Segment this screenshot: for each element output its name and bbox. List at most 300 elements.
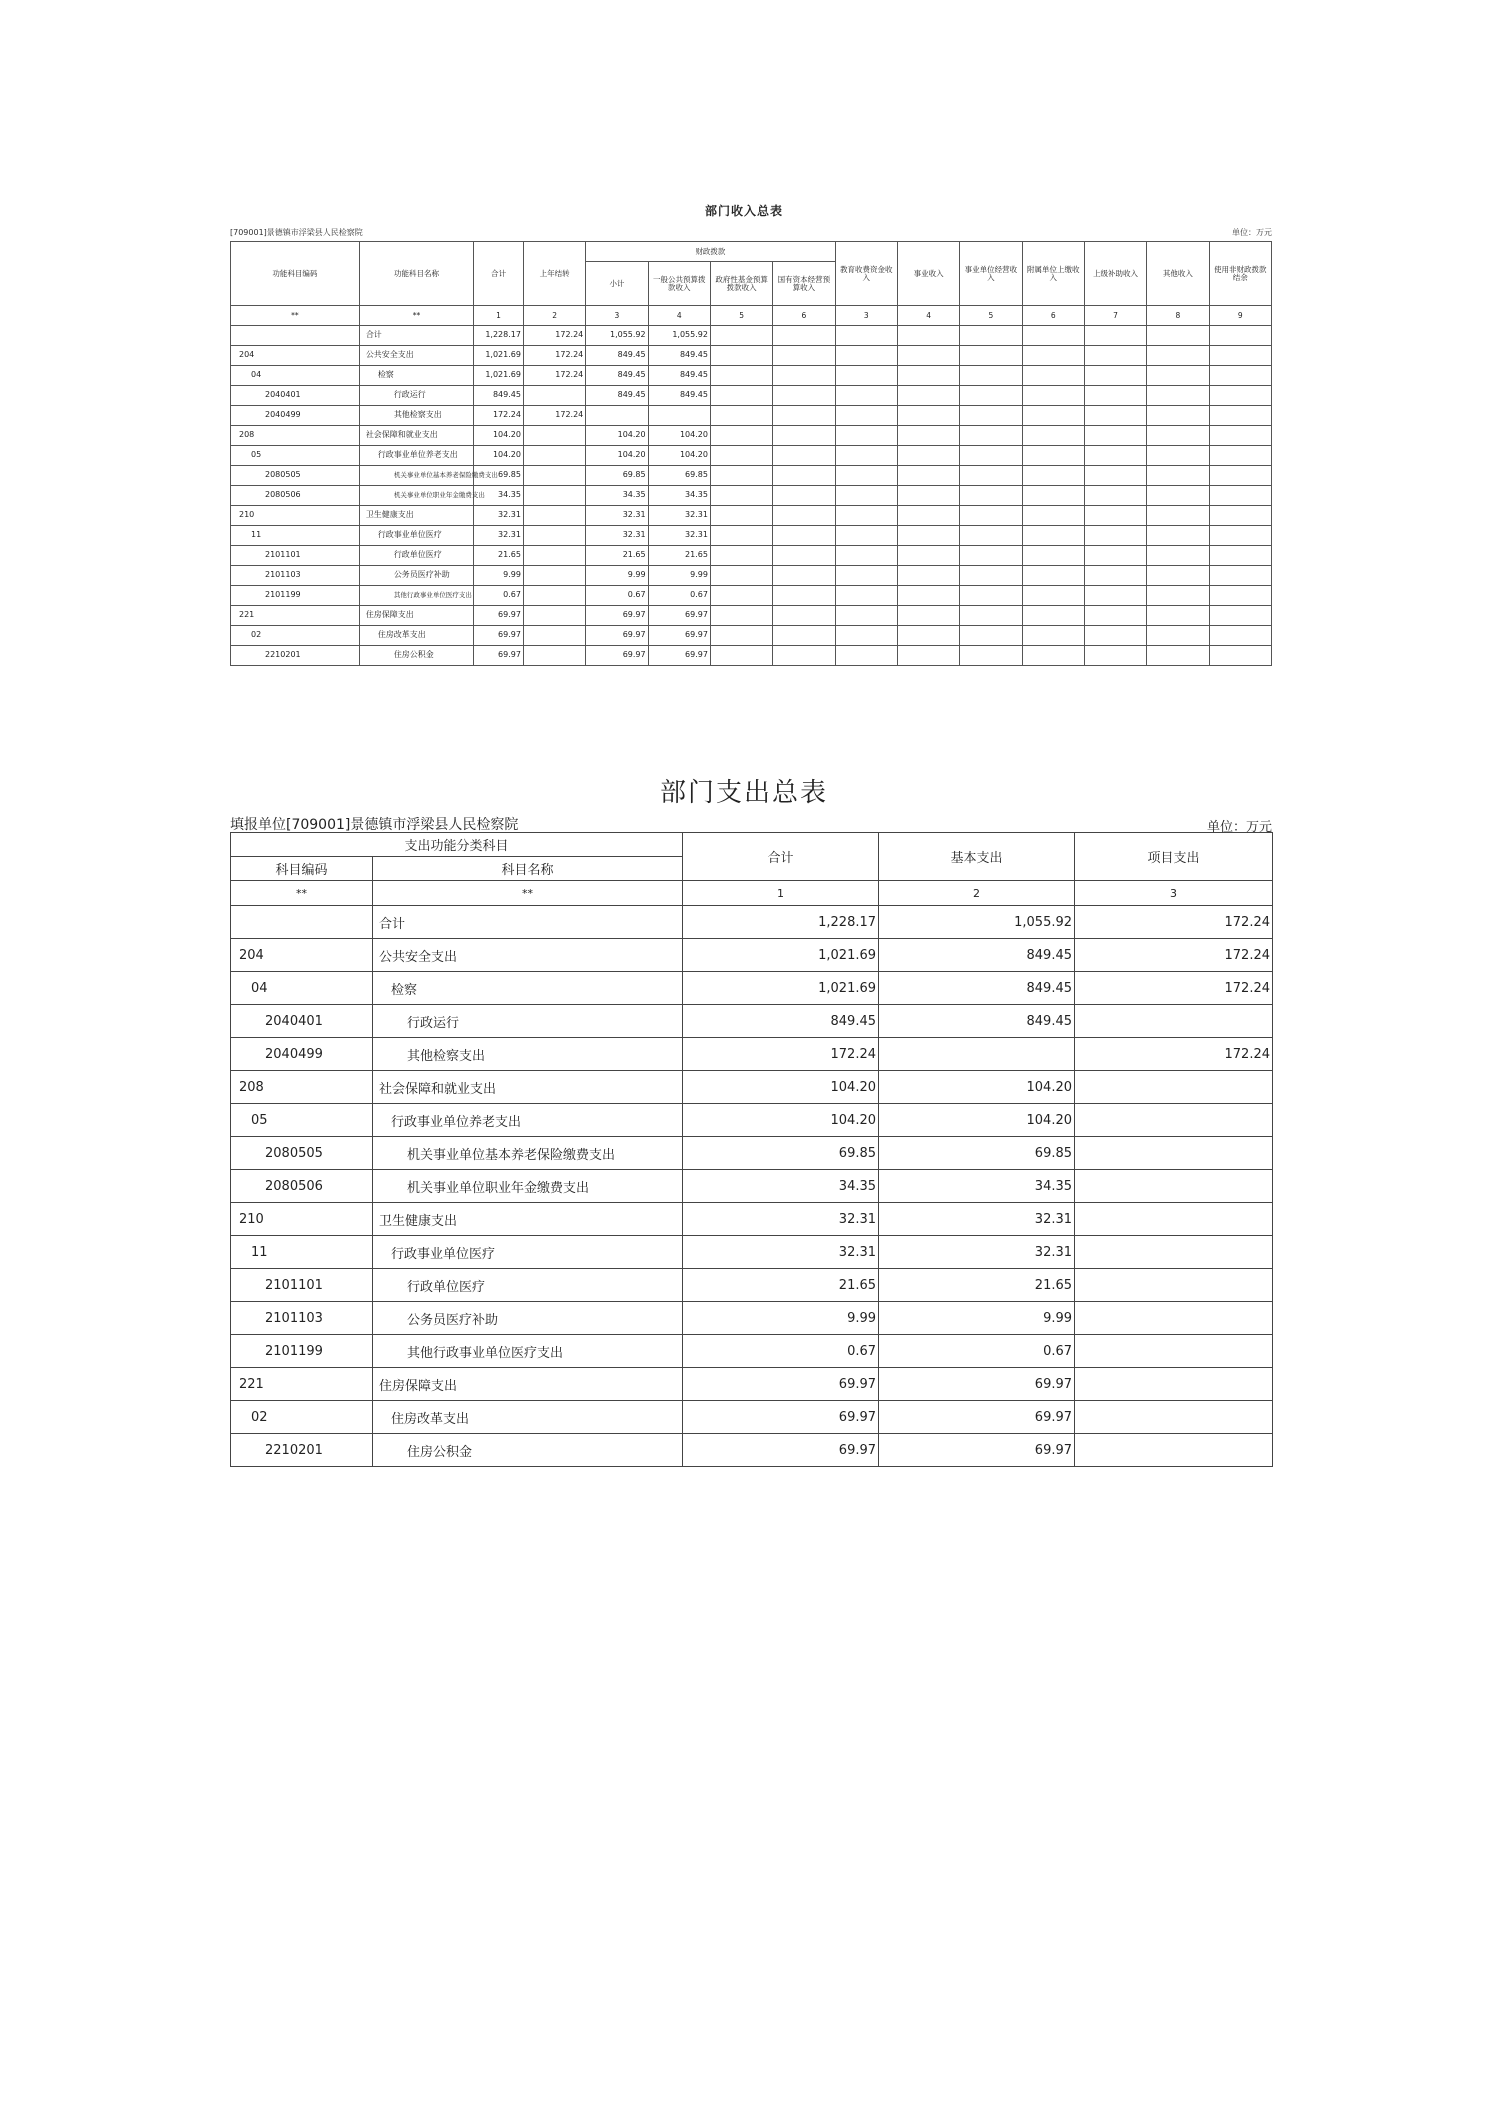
table-row [231, 526, 1272, 546]
table-row [231, 1302, 1273, 1335]
cell-code: 2080505 [231, 1137, 373, 1170]
table-row [231, 1368, 1273, 1401]
cell-empty [710, 626, 772, 646]
cell-general: 0.67 [648, 586, 710, 606]
cell-empty [710, 646, 772, 666]
cell-empty [960, 606, 1022, 626]
cell-carryover [523, 546, 585, 566]
cell-empty [1022, 546, 1084, 566]
cell-subtotal: 69.97 [586, 626, 648, 646]
cell-empty [1022, 566, 1084, 586]
table-row [231, 386, 1272, 406]
cell-basic: 21.65 [879, 1269, 1075, 1302]
cell-name: 公务员医疗补助 [359, 566, 473, 586]
cell-total: 69.85 [683, 1137, 879, 1170]
cell-empty [710, 406, 772, 426]
income-header-general: 一般公共预算拨款收入 [648, 262, 710, 306]
cell-general: 104.20 [648, 426, 710, 446]
cell-general: 21.65 [648, 546, 710, 566]
cell-carryover [523, 426, 585, 446]
cell-empty [1147, 566, 1209, 586]
cell-empty [1147, 346, 1209, 366]
cell-empty [897, 626, 959, 646]
cell-project [1075, 1368, 1273, 1401]
cell-empty [1147, 586, 1209, 606]
cell-empty [710, 526, 772, 546]
cell-empty [1084, 446, 1146, 466]
cell-code: 02 [231, 626, 360, 646]
cell-empty [773, 406, 835, 426]
cell-subtotal: 0.67 [586, 586, 648, 606]
cell-empty [1084, 606, 1146, 626]
expense-index-row [231, 881, 1273, 906]
table-row [231, 1335, 1273, 1368]
cell-empty [1147, 626, 1209, 646]
cell-name: 合计 [373, 906, 683, 939]
cell-empty [1022, 446, 1084, 466]
cell-name: 检察 [359, 366, 473, 386]
index-cell: 1 [683, 881, 879, 906]
cell-project: 172.24 [1075, 1038, 1273, 1071]
cell-code: 2040401 [231, 1005, 373, 1038]
cell-general: 1,055.92 [648, 326, 710, 346]
cell-total: 104.20 [474, 446, 524, 466]
cell-empty [1022, 346, 1084, 366]
cell-name: 行政事业单位医疗 [359, 526, 473, 546]
cell-total: 1,021.69 [683, 939, 879, 972]
cell-name: 其他行政事业单位医疗支出 [373, 1335, 683, 1368]
cell-code: 208 [231, 426, 360, 446]
cell-general: 69.85 [648, 466, 710, 486]
cell-carryover: 172.24 [523, 346, 585, 366]
cell-empty [1209, 606, 1271, 626]
cell-empty [773, 466, 835, 486]
table-row [231, 1005, 1273, 1038]
cell-general [648, 406, 710, 426]
index-cell: ** [373, 881, 683, 906]
cell-code: 210 [231, 1203, 373, 1236]
cell-project [1075, 1401, 1273, 1434]
cell-empty [1209, 626, 1271, 646]
cell-empty [1022, 646, 1084, 666]
cell-empty [960, 426, 1022, 446]
cell-empty [835, 366, 897, 386]
income-header-fiscal-group: 财政拨款 [586, 242, 835, 262]
cell-name: 其他行政事业单位医疗支出 [359, 586, 473, 606]
cell-empty [897, 526, 959, 546]
cell-empty [960, 546, 1022, 566]
cell-subtotal: 21.65 [586, 546, 648, 566]
cell-empty [1209, 366, 1271, 386]
cell-code: 2101199 [231, 586, 360, 606]
cell-code [231, 326, 360, 346]
cell-empty [960, 586, 1022, 606]
cell-empty [835, 586, 897, 606]
cell-empty [773, 546, 835, 566]
cell-subtotal: 69.85 [586, 466, 648, 486]
table-row [231, 566, 1272, 586]
cell-code: 05 [231, 1104, 373, 1137]
cell-empty [710, 466, 772, 486]
table-row [231, 1236, 1273, 1269]
cell-empty [773, 346, 835, 366]
table-row [231, 1269, 1273, 1302]
cell-empty [835, 506, 897, 526]
table-row [231, 906, 1273, 939]
cell-empty [897, 606, 959, 626]
cell-carryover [523, 386, 585, 406]
index-cell: 2 [879, 881, 1075, 906]
income-header-gov-fund: 政府性基金预算拨款收入 [710, 262, 772, 306]
cell-empty [1022, 626, 1084, 646]
expense-header-code: 科目编码 [231, 857, 373, 881]
cell-code: 2080506 [231, 1170, 373, 1203]
cell-empty [897, 486, 959, 506]
cell-general: 32.31 [648, 526, 710, 546]
cell-empty [710, 366, 772, 386]
index-cell: 6 [773, 306, 835, 326]
table-row [231, 546, 1272, 566]
cell-total: 1,021.69 [474, 346, 524, 366]
table-row [231, 1137, 1273, 1170]
cell-code: 05 [231, 446, 360, 466]
cell-empty [1209, 486, 1271, 506]
cell-empty [835, 646, 897, 666]
cell-name: 行政事业单位医疗 [373, 1236, 683, 1269]
index-cell: ** [231, 306, 360, 326]
cell-code: 210 [231, 506, 360, 526]
cell-basic: 32.31 [879, 1203, 1075, 1236]
cell-general: 104.20 [648, 446, 710, 466]
income-table-body [231, 326, 1272, 666]
cell-empty [1209, 426, 1271, 446]
cell-empty [710, 326, 772, 346]
cell-empty [773, 526, 835, 546]
cell-empty [1147, 366, 1209, 386]
cell-empty [773, 626, 835, 646]
cell-basic: 69.97 [879, 1434, 1075, 1467]
cell-basic: 1,055.92 [879, 906, 1075, 939]
cell-total: 0.67 [474, 586, 524, 606]
cell-empty [835, 526, 897, 546]
cell-empty [1147, 326, 1209, 346]
cell-code: 2040401 [231, 386, 360, 406]
cell-empty [1147, 406, 1209, 426]
cell-empty [960, 646, 1022, 666]
expense-header-basic: 基本支出 [879, 833, 1075, 881]
cell-project [1075, 1434, 1273, 1467]
cell-basic [879, 1038, 1075, 1071]
cell-code: 204 [231, 939, 373, 972]
cell-basic: 69.97 [879, 1401, 1075, 1434]
cell-code: 2040499 [231, 1038, 373, 1071]
cell-empty [835, 626, 897, 646]
cell-name: 卫生健康支出 [373, 1203, 683, 1236]
cell-empty [1022, 506, 1084, 526]
cell-empty [710, 606, 772, 626]
cell-empty [1084, 506, 1146, 526]
cell-project [1075, 1137, 1273, 1170]
cell-code: 2101101 [231, 1269, 373, 1302]
cell-subtotal: 849.45 [586, 386, 648, 406]
cell-total: 69.85 [474, 466, 524, 486]
cell-empty [897, 366, 959, 386]
cell-carryover: 172.24 [523, 406, 585, 426]
cell-empty [835, 566, 897, 586]
expense-header-group: 支出功能分类科目 [231, 833, 683, 857]
cell-project [1075, 1071, 1273, 1104]
cell-name: 机关事业单位职业年金缴费支出 [373, 1170, 683, 1203]
cell-empty [897, 646, 959, 666]
cell-carryover: 172.24 [523, 366, 585, 386]
cell-basic: 34.35 [879, 1170, 1075, 1203]
cell-empty [897, 406, 959, 426]
cell-name: 住房改革支出 [359, 626, 473, 646]
income-summary-table [230, 241, 1272, 666]
cell-empty [960, 406, 1022, 426]
cell-empty [1084, 326, 1146, 346]
cell-subtotal: 69.97 [586, 606, 648, 626]
income-header-other: 其他收入 [1147, 242, 1209, 306]
cell-name: 公务员医疗补助 [373, 1302, 683, 1335]
cell-code: 2210201 [231, 1434, 373, 1467]
cell-code: 221 [231, 606, 360, 626]
cell-empty [773, 446, 835, 466]
cell-total: 21.65 [683, 1269, 879, 1302]
cell-total: 69.97 [683, 1368, 879, 1401]
cell-total: 172.24 [683, 1038, 879, 1071]
cell-empty [1209, 406, 1271, 426]
cell-empty [773, 566, 835, 586]
cell-empty [1209, 386, 1271, 406]
cell-general: 849.45 [648, 386, 710, 406]
cell-empty [773, 426, 835, 446]
cell-empty [1084, 586, 1146, 606]
cell-empty [1084, 646, 1146, 666]
cell-subtotal: 34.35 [586, 486, 648, 506]
income-header-total: 合计 [474, 242, 524, 306]
cell-empty [1209, 346, 1271, 366]
cell-basic: 849.45 [879, 972, 1075, 1005]
index-cell: 3 [835, 306, 897, 326]
cell-empty [960, 366, 1022, 386]
cell-empty [835, 546, 897, 566]
income-table-unit: 单位：万元 [1232, 228, 1272, 237]
cell-name: 行政运行 [359, 386, 473, 406]
cell-empty [897, 386, 959, 406]
income-header-unit-operation: 事业单位经营收入 [960, 242, 1022, 306]
cell-carryover [523, 566, 585, 586]
cell-empty [1022, 386, 1084, 406]
cell-empty [1022, 486, 1084, 506]
table-row [231, 646, 1272, 666]
cell-project [1075, 1005, 1273, 1038]
cell-code: 2101103 [231, 1302, 373, 1335]
cell-general: 69.97 [648, 626, 710, 646]
cell-basic: 104.20 [879, 1104, 1075, 1137]
cell-empty [835, 486, 897, 506]
cell-basic: 69.97 [879, 1368, 1075, 1401]
expense-header-total: 合计 [683, 833, 879, 881]
cell-basic: 849.45 [879, 939, 1075, 972]
cell-empty [960, 446, 1022, 466]
cell-subtotal: 849.45 [586, 346, 648, 366]
cell-empty [835, 606, 897, 626]
cell-project [1075, 1236, 1273, 1269]
cell-empty [1084, 566, 1146, 586]
cell-subtotal: 32.31 [586, 526, 648, 546]
table-row [231, 1071, 1273, 1104]
table-row [231, 506, 1272, 526]
cell-general: 9.99 [648, 566, 710, 586]
index-cell: 6 [1022, 306, 1084, 326]
table-row [231, 1170, 1273, 1203]
expense-table-body [231, 906, 1273, 1467]
cell-empty [1147, 426, 1209, 446]
income-table-reporting-unit: [709001]景德镇市浮梁县人民检察院 [230, 228, 363, 237]
cell-code: 11 [231, 526, 360, 546]
income-table-title: 部门收入总表 [704, 204, 783, 218]
income-header-subtotal: 小计 [586, 262, 648, 306]
cell-total: 69.97 [474, 606, 524, 626]
cell-empty [1147, 386, 1209, 406]
cell-basic: 69.85 [879, 1137, 1075, 1170]
cell-total: 104.20 [474, 426, 524, 446]
cell-carryover [523, 646, 585, 666]
cell-code: 2040499 [231, 406, 360, 426]
cell-carryover [523, 486, 585, 506]
cell-total: 1,021.69 [474, 366, 524, 386]
cell-total: 849.45 [683, 1005, 879, 1038]
cell-project [1075, 1269, 1273, 1302]
cell-name: 卫生健康支出 [359, 506, 473, 526]
cell-empty [960, 346, 1022, 366]
cell-empty [1147, 486, 1209, 506]
cell-empty [710, 506, 772, 526]
cell-total: 69.97 [683, 1434, 879, 1467]
table-row [231, 406, 1272, 426]
cell-general: 69.97 [648, 646, 710, 666]
cell-subtotal: 849.45 [586, 366, 648, 386]
cell-subtotal: 1,055.92 [586, 326, 648, 346]
cell-code: 2080505 [231, 466, 360, 486]
cell-empty [1209, 526, 1271, 546]
cell-empty [897, 546, 959, 566]
cell-empty [1022, 406, 1084, 426]
cell-empty [1147, 506, 1209, 526]
cell-total: 34.35 [474, 486, 524, 506]
cell-carryover [523, 586, 585, 606]
cell-empty [710, 546, 772, 566]
cell-empty [1147, 466, 1209, 486]
cell-code: 221 [231, 1368, 373, 1401]
table-row [231, 466, 1272, 486]
cell-project: 172.24 [1075, 939, 1273, 972]
cell-name: 合计 [359, 326, 473, 346]
cell-carryover [523, 626, 585, 646]
cell-name: 住房改革支出 [373, 1401, 683, 1434]
cell-empty [960, 466, 1022, 486]
income-header-name: 功能科目名称 [359, 242, 473, 306]
index-cell: 9 [1209, 306, 1271, 326]
index-cell: 7 [1084, 306, 1146, 326]
expense-summary-table [230, 832, 1273, 1467]
table-row [231, 1203, 1273, 1236]
cell-name: 公共安全支出 [359, 346, 473, 366]
cell-empty [835, 346, 897, 366]
cell-project [1075, 1104, 1273, 1137]
table-row [231, 426, 1272, 446]
cell-code: 04 [231, 366, 360, 386]
cell-code: 02 [231, 1401, 373, 1434]
cell-basic: 104.20 [879, 1071, 1075, 1104]
cell-empty [1209, 326, 1271, 346]
cell-subtotal [586, 406, 648, 426]
cell-empty [1022, 526, 1084, 546]
cell-general: 849.45 [648, 346, 710, 366]
cell-empty [1147, 606, 1209, 626]
cell-empty [897, 506, 959, 526]
cell-name: 行政单位医疗 [373, 1269, 683, 1302]
cell-empty [897, 566, 959, 586]
cell-name: 其他检察支出 [373, 1038, 683, 1071]
cell-empty [773, 586, 835, 606]
index-cell: ** [359, 306, 473, 326]
table-row [231, 586, 1272, 606]
cell-name: 社会保障和就业支出 [359, 426, 473, 446]
cell-empty [897, 586, 959, 606]
cell-empty [835, 426, 897, 446]
cell-empty [1147, 646, 1209, 666]
table-row [231, 939, 1273, 972]
table-row [231, 626, 1272, 646]
cell-name: 住房保障支出 [373, 1368, 683, 1401]
cell-empty [960, 386, 1022, 406]
cell-empty [1147, 446, 1209, 466]
cell-general: 32.31 [648, 506, 710, 526]
cell-empty [1084, 426, 1146, 446]
cell-subtotal: 32.31 [586, 506, 648, 526]
cell-project [1075, 1335, 1273, 1368]
index-cell: 5 [710, 306, 772, 326]
cell-name: 其他检察支出 [359, 406, 473, 426]
index-cell: 3 [1075, 881, 1273, 906]
income-header-row-1 [231, 242, 1272, 262]
index-cell: 2 [523, 306, 585, 326]
cell-total: 21.65 [474, 546, 524, 566]
cell-total: 9.99 [683, 1302, 879, 1335]
cell-general: 849.45 [648, 366, 710, 386]
income-header-upper-subsidy: 上级补助收入 [1084, 242, 1146, 306]
cell-name: 社会保障和就业支出 [373, 1071, 683, 1104]
cell-empty [1084, 486, 1146, 506]
cell-empty [1209, 546, 1271, 566]
cell-empty [1209, 586, 1271, 606]
cell-total: 1,021.69 [683, 972, 879, 1005]
income-header-edu-fee: 教育收费资金收入 [835, 242, 897, 306]
table-row [231, 326, 1272, 346]
cell-name: 行政单位医疗 [359, 546, 473, 566]
income-header-carryover: 上年结转 [523, 242, 585, 306]
cell-empty [1084, 626, 1146, 646]
cell-name: 住房保障支出 [359, 606, 473, 626]
table-row [231, 366, 1272, 386]
cell-subtotal: 104.20 [586, 446, 648, 466]
income-header-subsidiary: 附属单位上缴收入 [1022, 242, 1084, 306]
cell-code [231, 906, 373, 939]
cell-empty [960, 506, 1022, 526]
cell-empty [1084, 366, 1146, 386]
